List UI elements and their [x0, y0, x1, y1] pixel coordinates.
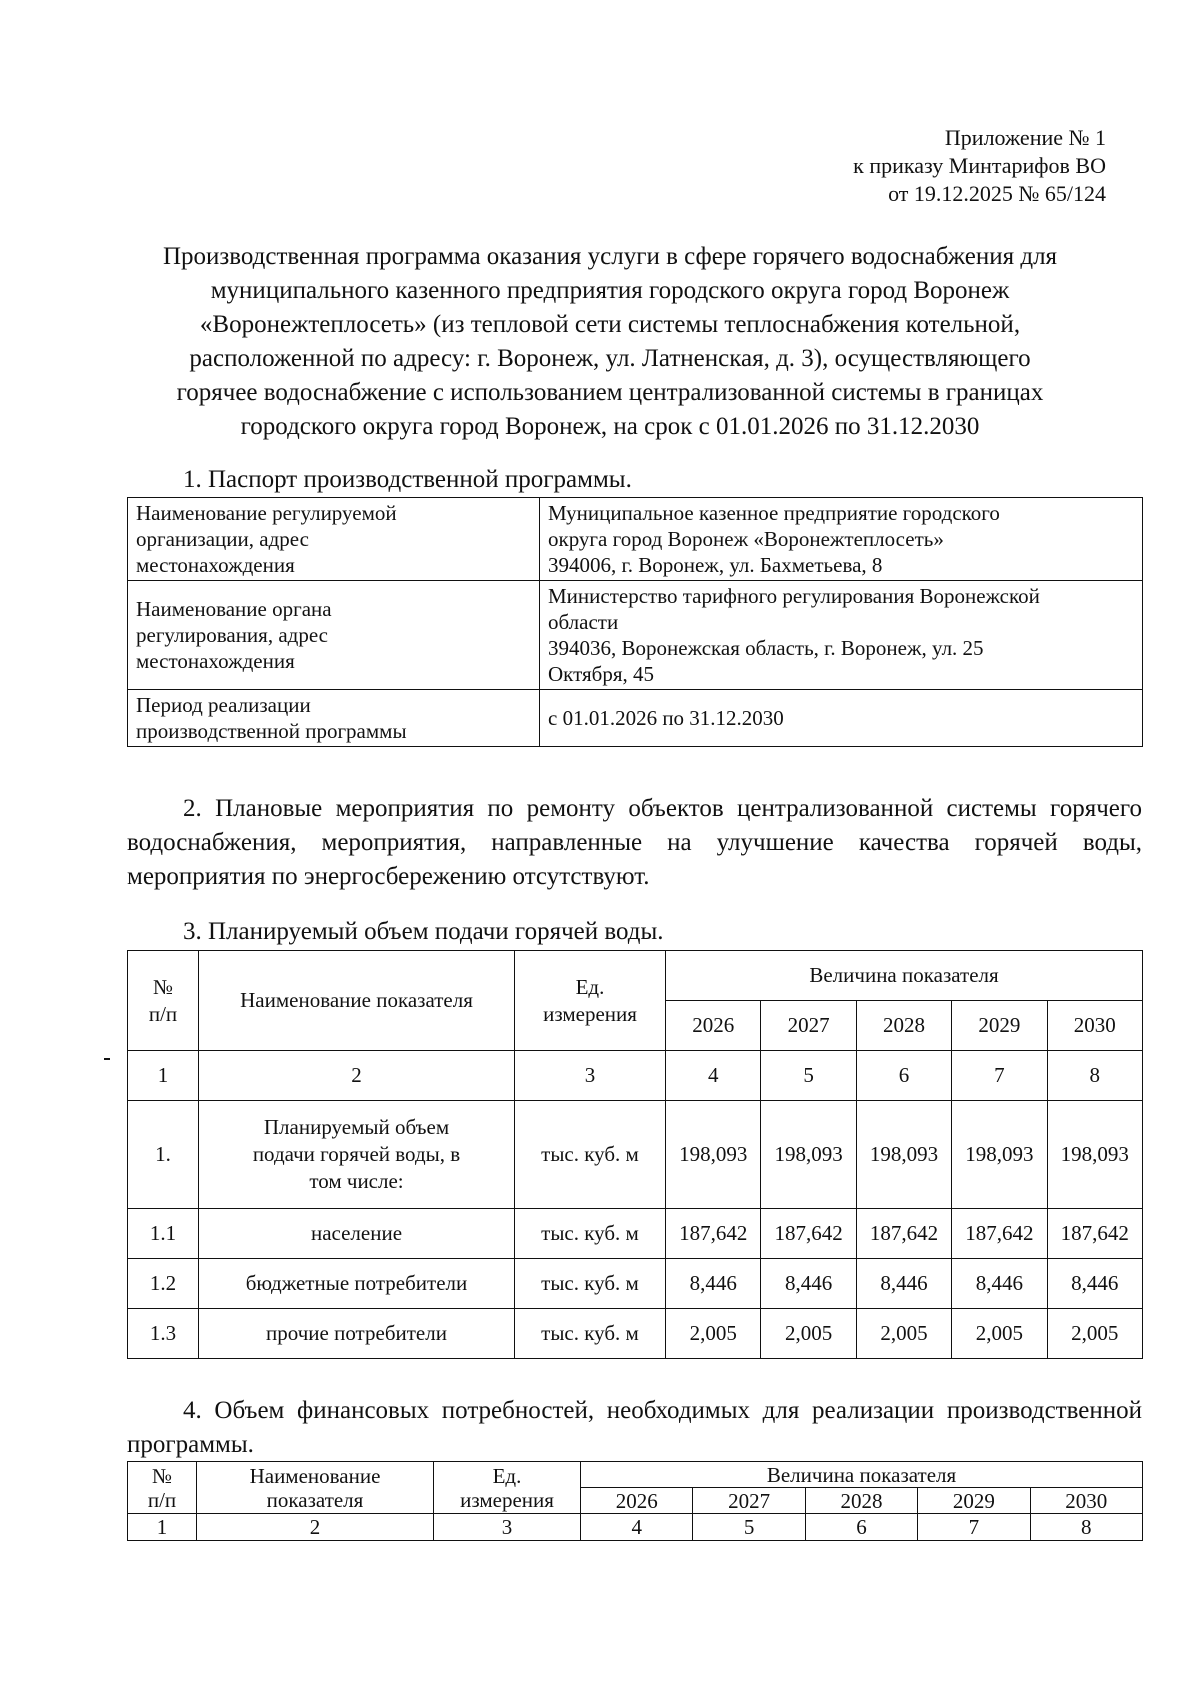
header-num-line: п/п	[148, 1001, 178, 1026]
header-year: 2027	[693, 1488, 805, 1514]
column-number: 3	[434, 1514, 581, 1541]
column-number: 5	[693, 1514, 805, 1541]
label-line: Наименование органа	[136, 597, 332, 621]
financial-needs-table	[127, 1461, 1143, 1541]
header-year: 2027	[761, 1001, 856, 1051]
value-line: с 01.01.2026 по 31.12.2030	[548, 706, 784, 730]
row-num: 1.2	[128, 1259, 199, 1309]
appendix-order-ref: к приказу Минтарифов ВО	[853, 153, 1106, 178]
header-name-line: показателя	[266, 1487, 364, 1512]
header-num	[128, 951, 199, 1051]
row-num: 1.	[128, 1101, 199, 1209]
row-value: 2,005	[952, 1309, 1047, 1359]
label-line: регулирования, адрес	[136, 623, 328, 647]
header-year: 2026	[581, 1488, 693, 1514]
value-line: 394036, Воронежская область, г. Воронеж, ул. 25	[548, 636, 984, 660]
header-year: 2028	[805, 1488, 917, 1514]
column-number: 8	[1030, 1514, 1142, 1541]
row-value: 2,005	[1047, 1309, 1142, 1359]
row-value: 198,093	[856, 1101, 951, 1209]
row-num: 1.3	[128, 1309, 199, 1359]
row-value: 8,446	[666, 1259, 761, 1309]
column-number-row	[128, 1514, 1143, 1541]
row-name: бюджетные потребители	[199, 1259, 515, 1309]
row-value: 2,005	[666, 1309, 761, 1359]
table-header-row	[128, 1462, 1143, 1488]
value-line: 394006, г. Воронеж, ул. Бахметьева, 8	[548, 553, 883, 577]
row-name: население	[199, 1209, 515, 1259]
passport-value	[540, 581, 1143, 690]
header-unit-line: измерения	[460, 1487, 554, 1512]
header-unit-line: измерения	[543, 1001, 637, 1026]
row-unit: тыс. куб. м	[515, 1101, 666, 1209]
document-title	[110, 240, 1110, 444]
header-unit	[434, 1462, 581, 1514]
value-line: Министерство тарифного регулирования Воронежской	[548, 584, 1040, 608]
table-row	[128, 690, 1143, 747]
table-row	[128, 498, 1143, 581]
table-header-row	[128, 951, 1143, 1001]
table-row	[128, 1309, 1143, 1359]
header-num-line: №	[151, 1463, 173, 1488]
row-value: 187,642	[761, 1209, 856, 1259]
section-4-text: 4. Объем финансовых потребностей, необходимых для реализации производственной программы.	[127, 1397, 1142, 1458]
row-name	[199, 1101, 515, 1209]
column-number: 1	[128, 1514, 197, 1541]
row-value: 2,005	[761, 1309, 856, 1359]
row-value: 187,642	[1047, 1209, 1142, 1259]
section-2-text: 2. Плановые мероприятия по ремонту объектов централизованной системы горячего водоснабжения, мероприятия, направленные на улучшение качества горячей воды, мероприятия по энергосбережению отсутствуют.	[127, 795, 1142, 890]
row-name-line: Планируемый объем	[263, 1115, 450, 1139]
table-row	[128, 1209, 1143, 1259]
label-line: производственной программы	[136, 719, 407, 743]
row-num: 1.1	[128, 1209, 199, 1259]
header-num	[128, 1462, 197, 1514]
title-line: «Воронежтеплосеть» (из тепловой сети системы теплоснабжения котельной,	[199, 311, 1021, 338]
header-num-line: №	[152, 974, 174, 999]
column-number: 6	[805, 1514, 917, 1541]
header-year: 2030	[1030, 1488, 1142, 1514]
title-line: муниципального казенного предприятия городского округа город Воронеж	[210, 277, 1010, 304]
header-value: Величина показателя	[666, 951, 1143, 1001]
header-unit-line: Ед.	[492, 1463, 522, 1488]
table-row	[128, 1101, 1143, 1209]
column-number: 7	[952, 1051, 1047, 1101]
column-number: 4	[666, 1051, 761, 1101]
row-name-line: подачи горячей воды, в	[252, 1142, 461, 1166]
column-number: 3	[515, 1051, 666, 1101]
margin-mark	[104, 1058, 110, 1060]
header-name: Наименование показателя	[199, 951, 515, 1051]
column-number: 2	[197, 1514, 434, 1541]
row-value: 187,642	[856, 1209, 951, 1259]
hot-water-volume-table	[127, 950, 1143, 1359]
section-1-heading: 1. Паспорт производственной программы.	[183, 466, 632, 493]
value-line: округа город Воронеж «Воронежтеплосеть»	[548, 527, 944, 551]
table-row	[128, 581, 1143, 690]
row-value: 198,093	[761, 1101, 856, 1209]
passport-label	[128, 581, 540, 690]
row-name: прочие потребители	[199, 1309, 515, 1359]
row-name-line: том числе:	[309, 1169, 404, 1193]
row-value: 8,446	[856, 1259, 951, 1309]
header-year: 2029	[952, 1001, 1047, 1051]
header-year: 2029	[918, 1488, 1030, 1514]
row-value: 8,446	[761, 1259, 856, 1309]
header-year: 2028	[856, 1001, 951, 1051]
passport-value	[540, 690, 1143, 747]
title-line: расположенной по адресу: г. Воронеж, ул. Латненская, д. 3), осуществляющего	[189, 345, 1031, 372]
label-line: местонахождения	[136, 649, 295, 673]
passport-label	[128, 690, 540, 747]
header-year: 2026	[666, 1001, 761, 1051]
row-value: 198,093	[952, 1101, 1047, 1209]
row-value: 187,642	[666, 1209, 761, 1259]
row-unit: тыс. куб. м	[515, 1209, 666, 1259]
title-line: Производственная программа оказания услуги в сфере горячего водоснабжения для	[162, 243, 1058, 270]
column-number-row	[128, 1051, 1143, 1101]
appendix-order-date: от 19.12.2025 № 65/124	[888, 181, 1106, 206]
title-line: горячее водоснабжение с использованием централизованной системы в границах	[176, 379, 1044, 406]
value-line: Муниципальное казенное предприятие городского	[548, 501, 1000, 525]
header-unit	[515, 951, 666, 1051]
passport-value	[540, 498, 1143, 581]
column-number: 2	[199, 1051, 515, 1101]
row-value: 8,446	[1047, 1259, 1142, 1309]
row-unit: тыс. куб. м	[515, 1259, 666, 1309]
value-line: области	[548, 610, 619, 634]
label-line: Период реализации	[136, 693, 311, 717]
table-row	[128, 1259, 1143, 1309]
header-name-line: Наименование	[249, 1463, 381, 1488]
header-name	[197, 1462, 434, 1514]
label-line: Наименование регулируемой	[136, 501, 397, 525]
header-year: 2030	[1047, 1001, 1142, 1051]
row-unit: тыс. куб. м	[515, 1309, 666, 1359]
header-unit-line: Ед.	[575, 974, 605, 999]
appendix-number: Приложение № 1	[944, 125, 1106, 150]
section-3-heading: 3. Планируемый объем подачи горячей воды.	[183, 918, 664, 945]
column-number: 1	[128, 1051, 199, 1101]
header-num-line: п/п	[147, 1487, 177, 1512]
row-value: 8,446	[952, 1259, 1047, 1309]
row-value: 2,005	[856, 1309, 951, 1359]
appendix-header	[853, 124, 1106, 208]
row-value: 198,093	[666, 1101, 761, 1209]
header-value: Величина показателя	[581, 1462, 1143, 1488]
value-line: Октября, 45	[548, 662, 654, 686]
label-line: местонахождения	[136, 553, 295, 577]
column-number: 4	[581, 1514, 693, 1541]
column-number: 8	[1047, 1051, 1142, 1101]
row-value: 198,093	[1047, 1101, 1142, 1209]
label-line: организации, адрес	[136, 527, 309, 551]
column-number: 6	[856, 1051, 951, 1101]
passport-table	[127, 497, 1143, 747]
column-number: 5	[761, 1051, 856, 1101]
title-line: городского округа город Воронеж, на срок с 01.01.2026 по 31.12.2030	[240, 413, 980, 440]
passport-label	[128, 498, 540, 581]
column-number: 7	[918, 1514, 1030, 1541]
row-value: 187,642	[952, 1209, 1047, 1259]
